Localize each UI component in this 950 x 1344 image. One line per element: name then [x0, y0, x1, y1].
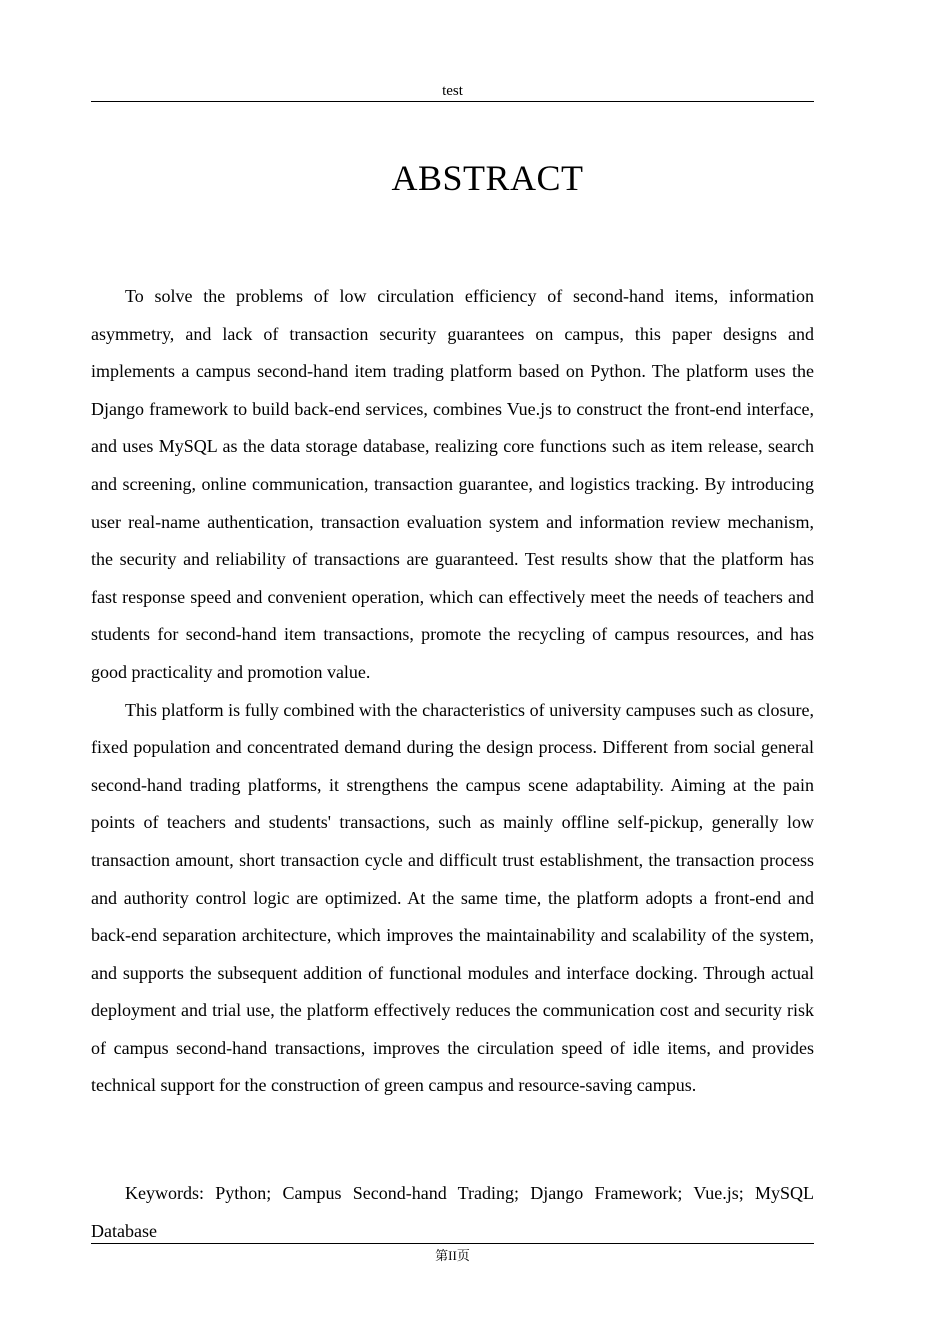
abstract-paragraph-2: This platform is fully combined with the characteristics of university campuses such as closure, fixed population and concentrated demand during the design process. Different from social general second-hand trading platforms, it strengthens the campus scene adaptability. Aiming at the pain points of teachers and students' transactions, such as mainly offline self-pickup, generally low transaction amount, short transaction cycle and difficult trust establishment, the transaction process and authority control logic are optimized. At the same time, the platform adopts a front-end and back-end separation architecture, which improves the maintainability and scalability of the system, and supports the subsequent addition of functional modules and interface docking. Through actual deployment and trial use, the platform effectively reduces the communication cost and security risk of campus second-hand transactions, improves the circulation speed of idle items, and provides technical support for the construction of green campus and resource-saving campus.: [91, 699, 814, 1096]
footer-divider: [91, 1243, 814, 1244]
abstract-paragraph-1: To solve the problems of low circulation efficiency of second-hand items, information asymmetry, and lack of transaction security guarantees on campus, this paper designs and implements a campus second-hand item trading platform based on Python. The platform uses the Django framework to build back-end services, combines Vue.js to construct the front-end interface, and uses MySQL as the data storage database, realizing core functions such as item release, search and screening, online communication, transaction guarantee, and logistics tracking. By introducing user real-name authentication, transaction evaluation system and information review mechanism, the security and reliability of transactions are guaranteed. Test results show that the platform has fast response speed and convenient operation, which can effectively meet the needs of teachers and students for second-hand item transactions, promote the recycling of campus resources, and has good practicality and promotion value.: [91, 286, 814, 682]
page-number: 第II页: [435, 1248, 470, 1263]
abstract-body: [91, 278, 814, 1105]
keywords-line: Keywords: Python; Campus Second-hand Trading; Django Framework; Vue.js; MySQL Database: [91, 1183, 814, 1241]
page-header: [91, 82, 814, 102]
abstract-title: ABSTRACT: [391, 158, 584, 198]
header-text: test: [442, 83, 463, 99]
